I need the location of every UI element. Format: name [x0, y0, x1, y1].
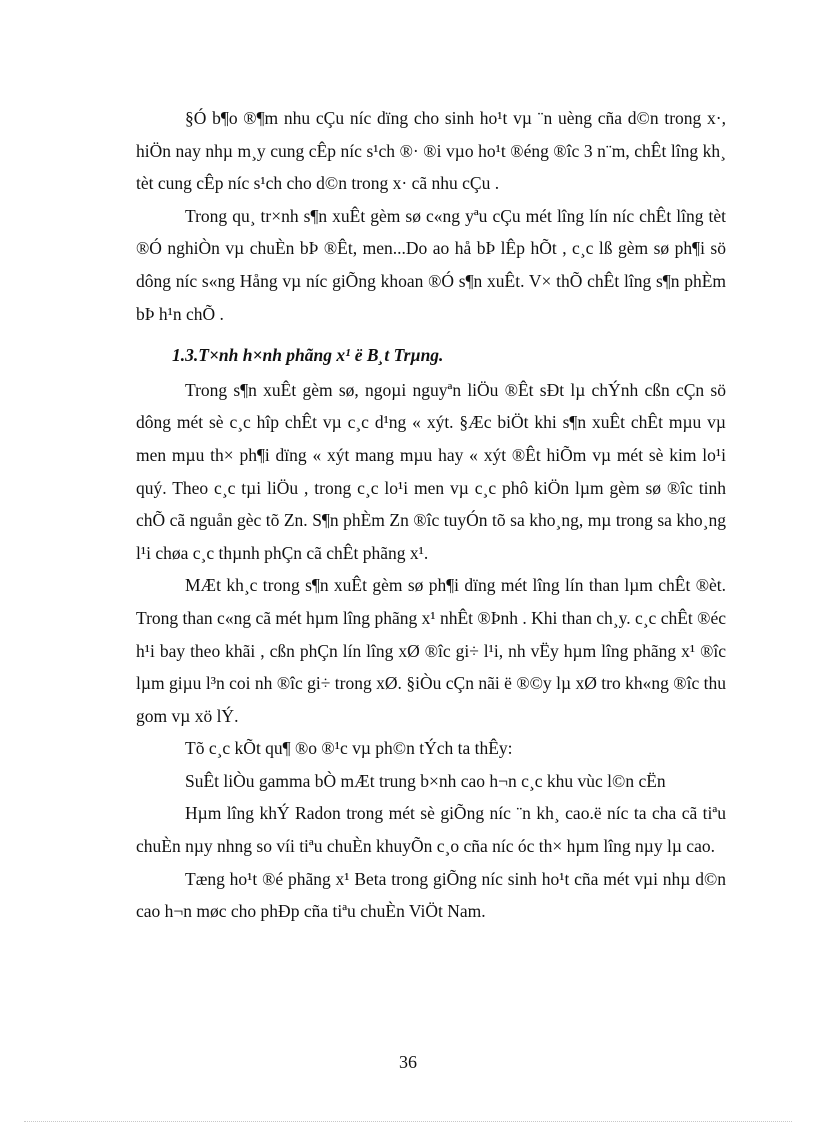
paragraph: §Ó b¶o ®¶m nhu cÇu níc dïng cho sinh ho¹t vµ ¨n uèng cña d©n trong x·, hiÖn nay nhµ m¸y cung cÊp níc s¹ch ®· ®i vµo ho¹t ®éng ®îc 3 n¨m, chÊt lîng kh¸ tèt cung cÊp níc s¹ch cho d©n trong x· cã nhu cÇu . [136, 108, 726, 194]
paragraph: Hµm lîng khÝ Radon trong mét sè giÕng níc ¨n kh¸ cao.ë níc ta cha cã tiªu chuÈn nµy nhng so víi tiªu chuÈn khuyÕn c¸o cña níc óc th× hµm lîng nµy lµ cao. [136, 803, 726, 857]
page-bottom-divider [24, 1121, 792, 1122]
paragraph: Tæng ho¹t ®é phãng x¹ Beta trong giÕng níc sinh ho¹t cña mét vµi nhµ d©n cao h¬n møc cho phÐp cña tiªu chuÈn ViÖt Nam. [136, 868, 726, 922]
paragraph: Tõ c¸c kÕt qu¶ ®o ®¹c vµ ph©n tÝch ta thÊy: [185, 738, 513, 759]
paragraph: Trong qu¸ tr×nh s¶n xuÊt gèm sø c«ng yªu cÇu mét lîng lín níc chÊt lîng tèt ®Ó nghiÒn vµ chuÈn bÞ ®Êt, men...Do ao hå bÞ lÊp hÕt , c¸c lß gèm sø ph¶i sö dông níc s«ng Hång vµ níc giÕng khoan ®Ó s¶n xuÊt. V× thÕ chÊt lîng s¶n phÈm bÞ h¹n chÕ . [136, 205, 726, 324]
paragraph: MÆt kh¸c trong s¶n xuÊt gèm sø ph¶i dïng mét lîng lín than lµm chÊt ®èt. Trong than c«ng cã mét hµm lîng phãng x¹ nhÊt ®Þnh . Khi than ch¸y. c¸c chÊt ®éc h¹i bay theo khãi , cßn phÇn lín lîng xØ ®îc gi÷ l¹i, nh vËy hµm lîng phãng x¹ ®îc lµm giµu l³n coi nh ®îc gi÷ trong xØ. §iÒu cÇn nãi ë ®©y lµ xØ tro kh«ng ®îc thu gom vµ xö lÝ. [136, 575, 726, 726]
body-text [136, 102, 726, 928]
section-heading: 1.3.T×nh h×nh phãng x¹ ë B¸t Trµng. [172, 345, 444, 366]
page-number: 36 [399, 1052, 417, 1072]
paragraph: SuÊt liÒu gamma bÒ mÆt trung b×nh cao h¬n c¸c khu vùc l©n cËn [185, 770, 666, 791]
paragraph: Trong s¶n xuÊt gèm sø, ngoµi nguyªn liÖu ®Êt sÐt lµ chÝnh cßn cÇn sö dông mét sè c¸c hîp chÊt vµ c¸c d¹ng « xýt. §Æc biÖt khi s¶n xuÊt chÊt mµu vµ men mµu th× ph¶i dïng « xýt mang mµu hay « xýt ®Êt hiÕm vµ mét sè kim lo¹i quý. Theo c¸c tµi liÖu , trong c¸c lo¹i men vµ c¸c phô kiÖn lµm gèm sø ®îc tinh chÕ cã nguån gèc tõ Zn. S¶n phÈm Zn ®îc tuyÓn tõ sa kho¸ng, mµ trong sa kho¸ng l¹i chøa c¸c thµnh phÇn cã chÊt phãng x¹. [136, 379, 726, 563]
